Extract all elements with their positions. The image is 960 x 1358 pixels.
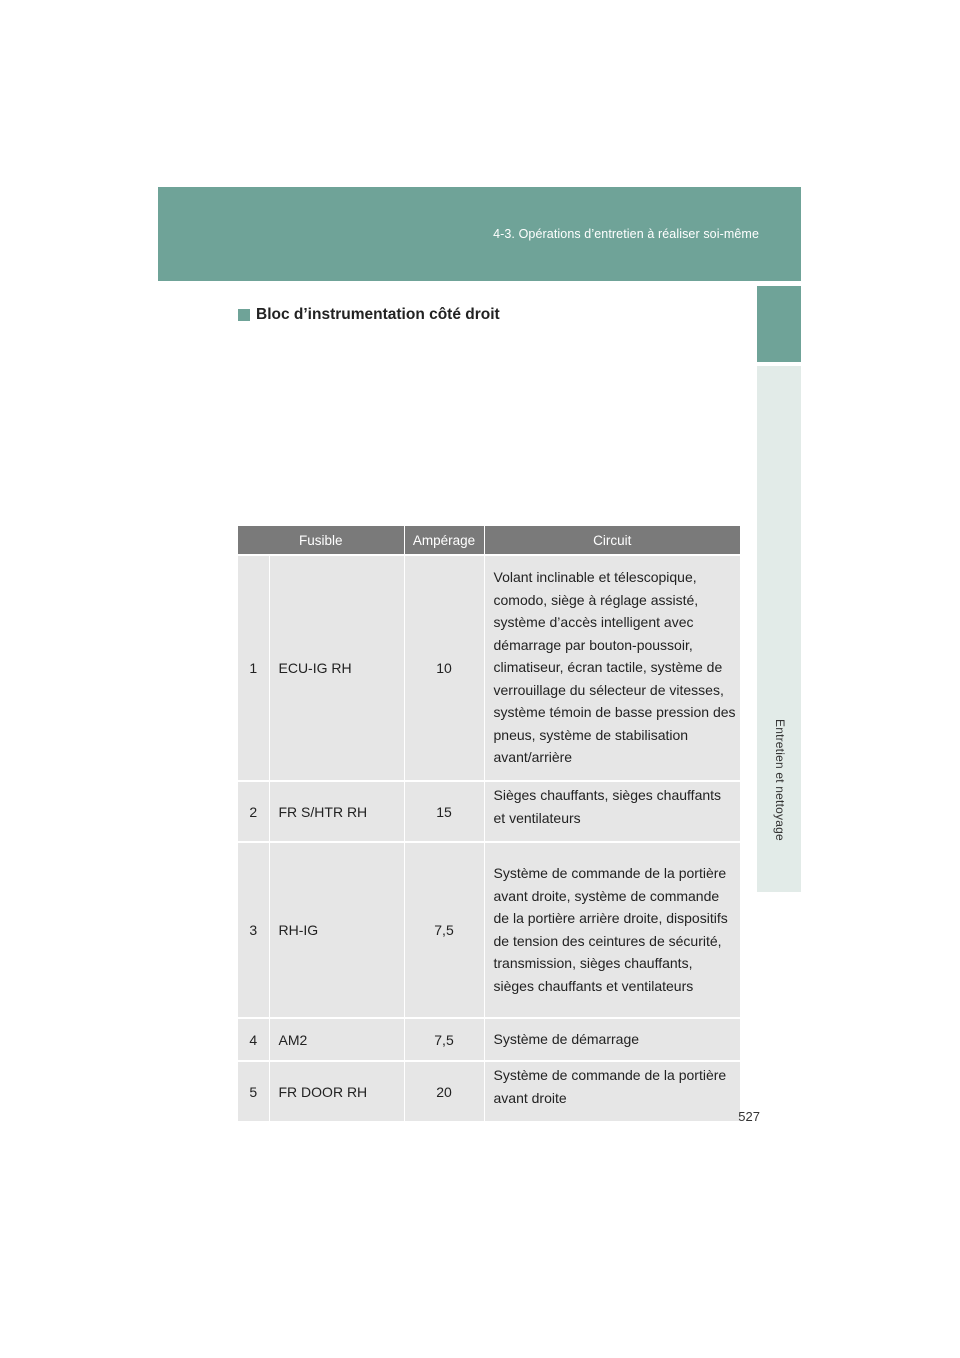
chapter-header-band [158, 187, 801, 281]
fuse-number: 1 [238, 555, 269, 781]
fuse-amperage: 20 [404, 1061, 484, 1121]
fuse-name: FR DOOR RH [269, 1061, 404, 1121]
fuse-table [238, 526, 740, 1121]
fuse-name: FR S/HTR RH [269, 781, 404, 842]
fuse-name: RH-IG [269, 842, 404, 1018]
fuse-number: 2 [238, 781, 269, 842]
fuse-name: ECU-IG RH [269, 555, 404, 781]
chapter-title: 4-3. Opérations d’entretien à réaliser soi-même [493, 227, 759, 241]
fuse-amperage: 15 [404, 781, 484, 842]
chapter-side-label: Entretien et nettoyage [773, 719, 787, 841]
table-row [238, 781, 740, 842]
header-fuse: Fusible [238, 526, 404, 555]
table-row [238, 1061, 740, 1121]
table-row [238, 1018, 740, 1061]
fuse-amperage: 7,5 [404, 1018, 484, 1061]
fuse-name: AM2 [269, 1018, 404, 1061]
header-amperage: Ampérage [404, 526, 484, 555]
fuse-circuit: Système de commande de la portière avant droite, système de commande de la portière arrière droite, dispositifs de tension des ceintures de sécurité, transmission, sièges chauffants, sièges chauffants et ventilateurs [484, 842, 740, 1018]
square-bullet-icon [238, 309, 250, 321]
section-heading [238, 306, 500, 324]
section-heading-text: Bloc d’instrumentation côté droit [256, 306, 500, 323]
chapter-tab [757, 286, 801, 362]
fuse-circuit: Sièges chauffants, sièges chauffants et ventilateurs [484, 781, 740, 842]
fuse-circuit: Système de commande de la portière avant droite [484, 1061, 740, 1121]
table-row [238, 842, 740, 1018]
table-row [238, 555, 740, 781]
fuse-circuit: Système de démarrage [484, 1018, 740, 1061]
fuse-circuit: Volant inclinable et télescopique, comodo, siège à réglage assisté, système d’accès intelligent avec démarrage par bouton-poussoir, climatiseur, écran tactile, système de verrouillage du sélecteur de vitesses, système témoin de basse pression des pneus, système de stabilisation avant/arrière [484, 555, 740, 781]
header-circuit: Circuit [484, 526, 740, 555]
fuse-amperage: 10 [404, 555, 484, 781]
fuse-table-header [238, 526, 740, 555]
fuse-number: 5 [238, 1061, 269, 1121]
fuse-amperage: 7,5 [404, 842, 484, 1018]
page-number: 527 [738, 1109, 760, 1124]
fuse-number: 3 [238, 842, 269, 1018]
fuse-number: 4 [238, 1018, 269, 1061]
